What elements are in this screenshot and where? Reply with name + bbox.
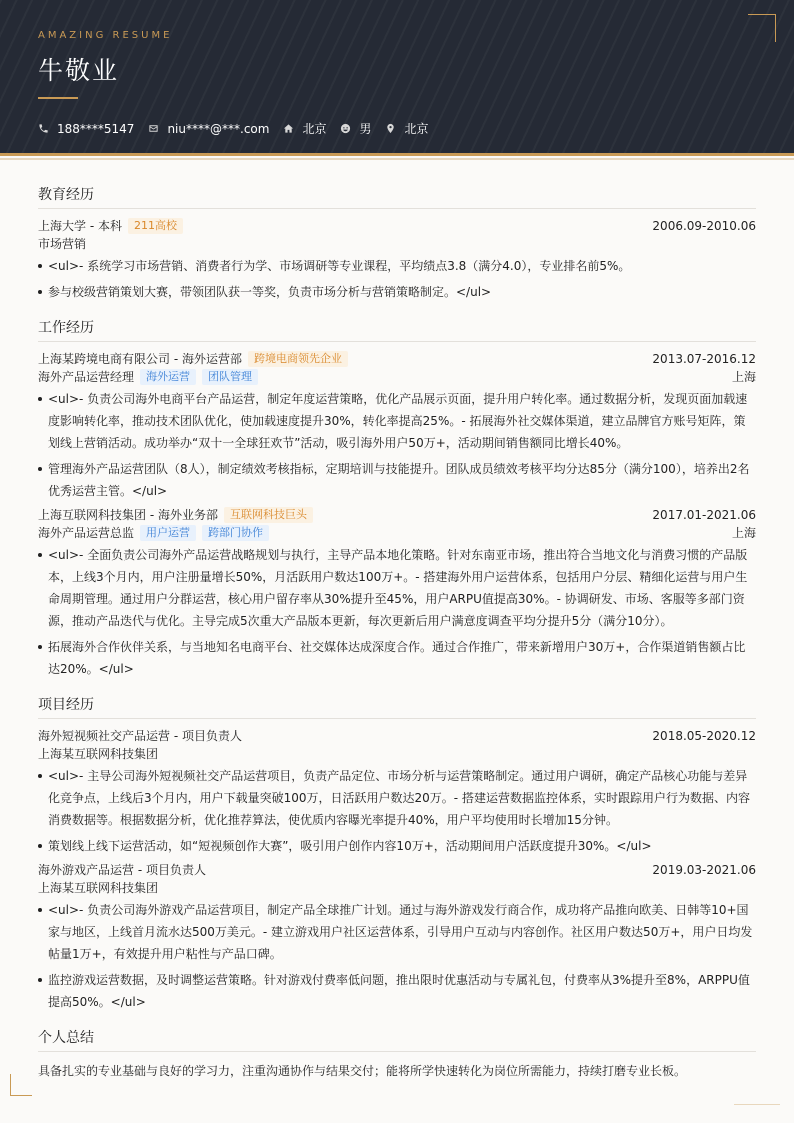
contact-gender-text: 男 <box>359 122 372 136</box>
bullet-list <box>38 544 756 680</box>
contact-home-text: 北京 <box>302 122 327 136</box>
role-tag: 海外运营 <box>140 369 196 385</box>
entry-role: 海外产品运营经理 <box>38 370 135 384</box>
entry-heading: 上海互联网科技集团 - 海外业务部 <box>38 508 218 522</box>
work-entry <box>38 506 756 680</box>
candidate-name: 牛敬业 <box>38 56 120 85</box>
entry-tag: 211高校 <box>128 218 183 234</box>
entry-company: 上海某互联网科技集团 <box>38 747 159 761</box>
corner-decoration <box>748 14 776 42</box>
education-entry <box>38 217 756 303</box>
section-title: 个人总结 <box>38 1027 756 1052</box>
contact-location <box>385 120 428 137</box>
role-tag: 团队管理 <box>202 369 258 385</box>
resume-body <box>0 156 794 1082</box>
entry-city: 上海 <box>731 370 756 384</box>
bullet-item: <ul>- 系统学习市场营销、消费者行为学、市场调研等专业课程，平均绩点3.8（满分4.0），专业排名前5%。 <box>38 255 756 277</box>
contact-email-text: niu****@***.com <box>167 121 270 136</box>
section-title: 项目经历 <box>38 694 756 719</box>
bullet-item: 管理海外产品运营团队（8人），制定绩效考核指标，定期培训与技能提升。团队成员绩效考核平均分达85分（满分100），培养出2名优秀运营主管。</ul> <box>38 458 756 502</box>
project-entry <box>38 861 756 1013</box>
entry-city: 上海 <box>731 526 756 540</box>
work-entry <box>38 350 756 502</box>
summary-text: 具备扎实的专业基础与良好的学习力，注重沟通协作与结果交付；能将所学快速转化为岗位所需能力，持续打磨专业长板。 <box>38 1064 687 1078</box>
bullet-list <box>38 765 756 857</box>
footer-rule <box>734 1104 780 1105</box>
contact-home <box>283 120 326 137</box>
bullet-item: <ul>- 负责公司海外游戏产品运营项目，制定产品全球推广计划。通过与海外游戏发行商合作，成功将产品推向欧美、日韩等10+国家与地区，上线首月流水达500万美元。- 建立游戏用户社区运营体系，引导用户互动与内容创作。社区用户数达50万+，用户日均发帖量1万+，有效提升用户粘性与产品口碑。 <box>38 899 756 965</box>
entry-date: 2006.09-2010.06 <box>652 219 756 233</box>
section-title: 教育经历 <box>38 184 756 209</box>
work-section <box>38 317 756 680</box>
bullet-list <box>38 388 756 502</box>
education-section <box>38 184 756 303</box>
gender-icon <box>340 123 351 134</box>
entry-major: 市场营销 <box>38 237 87 251</box>
bullet-item: 拓展海外合作伙伴关系，与当地知名电商平台、社交媒体达成深度合作。通过合作推广，带来新增用户30万+，合作渠道销售额占比达20%。</ul> <box>38 636 756 680</box>
bullet-list <box>38 899 756 1013</box>
location-icon <box>385 123 396 134</box>
bullet-item: 监控游戏运营数据，及时调整运营策略。针对游戏付费率低问题，推出限时优惠活动与专属礼包，付费率从3%提升至8%，ARPPU值提高50%。</ul> <box>38 969 756 1013</box>
entry-tag: 互联网科技巨头 <box>224 507 313 523</box>
section-title: 工作经历 <box>38 317 756 342</box>
project-entry <box>38 727 756 857</box>
entry-tag: 跨境电商领先企业 <box>248 351 348 367</box>
entry-heading: 上海某跨境电商有限公司 - 海外运营部 <box>38 352 242 366</box>
bullet-item: <ul>- 负责公司海外电商平台产品运营，制定年度运营策略，优化产品展示页面，提升用户转化率。通过数据分析，发现页面加载速度影响转化率，推动技术团队优化，使加载速度提升30%，转化率提高25%。- 拓展海外社交媒体渠道，建立品牌官方账号矩阵，策划线上营销活动。成功举办“双十一全球狂欢节”活动，吸引海外用户50万+，活动期间销售额同比增长40%。 <box>38 388 756 454</box>
bullet-item: <ul>- 主导公司海外短视频社交产品运营项目，负责产品定位、市场分析与运营策略制定。通过用户调研，确定产品核心功能与差异化竞争点，上线后3个月内，用户下载量突破100万，日活跃用户数达20万。- 搭建运营数据监控体系，实时跟踪用户行为数据、内容消费数据等。根据数据分析，优化推荐算法，使优质内容曝光率提升40%，用户平均使用时长增加15分钟。 <box>38 765 756 831</box>
bullet-item: 策划线上线下运营活动，如“短视频创作大赛”，吸引用户创作内容10万+，活动期间用户活跃度提升30%。</ul> <box>38 835 756 857</box>
entry-heading: 上海大学 - 本科 <box>38 219 122 233</box>
entry-date: 2013.07-2016.12 <box>652 352 756 366</box>
entry-heading: 海外游戏产品运营 - 项目负责人 <box>38 863 206 877</box>
contact-location-text: 北京 <box>404 122 429 136</box>
projects-section <box>38 694 756 1013</box>
summary-section <box>38 1027 756 1082</box>
entry-role: 海外产品运营总监 <box>38 526 135 540</box>
bullet-item: 参与校级营销策划大赛，带领团队获一等奖，负责市场分析与营销策略制定。</ul> <box>38 281 756 303</box>
entry-heading: 海外短视频社交产品运营 - 项目负责人 <box>38 729 242 743</box>
entry-date: 2019.03-2021.06 <box>652 863 756 877</box>
role-tag: 跨部门协作 <box>202 525 269 541</box>
resume-header <box>0 0 794 156</box>
contact-phone <box>38 122 134 136</box>
corner-decoration <box>10 1074 32 1096</box>
contact-phone-text: 188****5147 <box>57 121 135 136</box>
contact-gender <box>340 120 371 137</box>
bullet-item: <ul>- 全面负责公司海外产品运营战略规划与执行，主导产品本地化策略。针对东南亚市场，推出符合当地文化与消费习惯的产品版本，上线3个月内，用户注册量增长50%，月活跃用户数达100万+。- 搭建海外用户运营体系，包括用户分层、精细化运营与用户生命周期管理。通过用户分群运营，核心用户留存率从30%提升至45%，用户ARPU值提高30%。- 协调研发、市场、客服等多部门资源，推动产品迭代与优化。主导完成5次重大产品版本更新，每次更新后用户满意度调查平均分提升5分（满分10分）。 <box>38 544 756 632</box>
entry-date: 2018.05-2020.12 <box>652 729 756 743</box>
contact-list <box>38 120 756 137</box>
phone-icon <box>38 123 49 134</box>
bullet-list <box>38 255 756 303</box>
entry-company: 上海某互联网科技集团 <box>38 881 159 895</box>
name-underline <box>38 97 78 99</box>
home-icon <box>283 123 294 134</box>
resume-eyebrow: AMAZING RESUME <box>38 30 173 41</box>
contact-email <box>148 122 269 136</box>
mail-icon <box>148 123 159 134</box>
role-tag: 用户运营 <box>140 525 196 541</box>
entry-date: 2017.01-2021.06 <box>652 508 756 522</box>
